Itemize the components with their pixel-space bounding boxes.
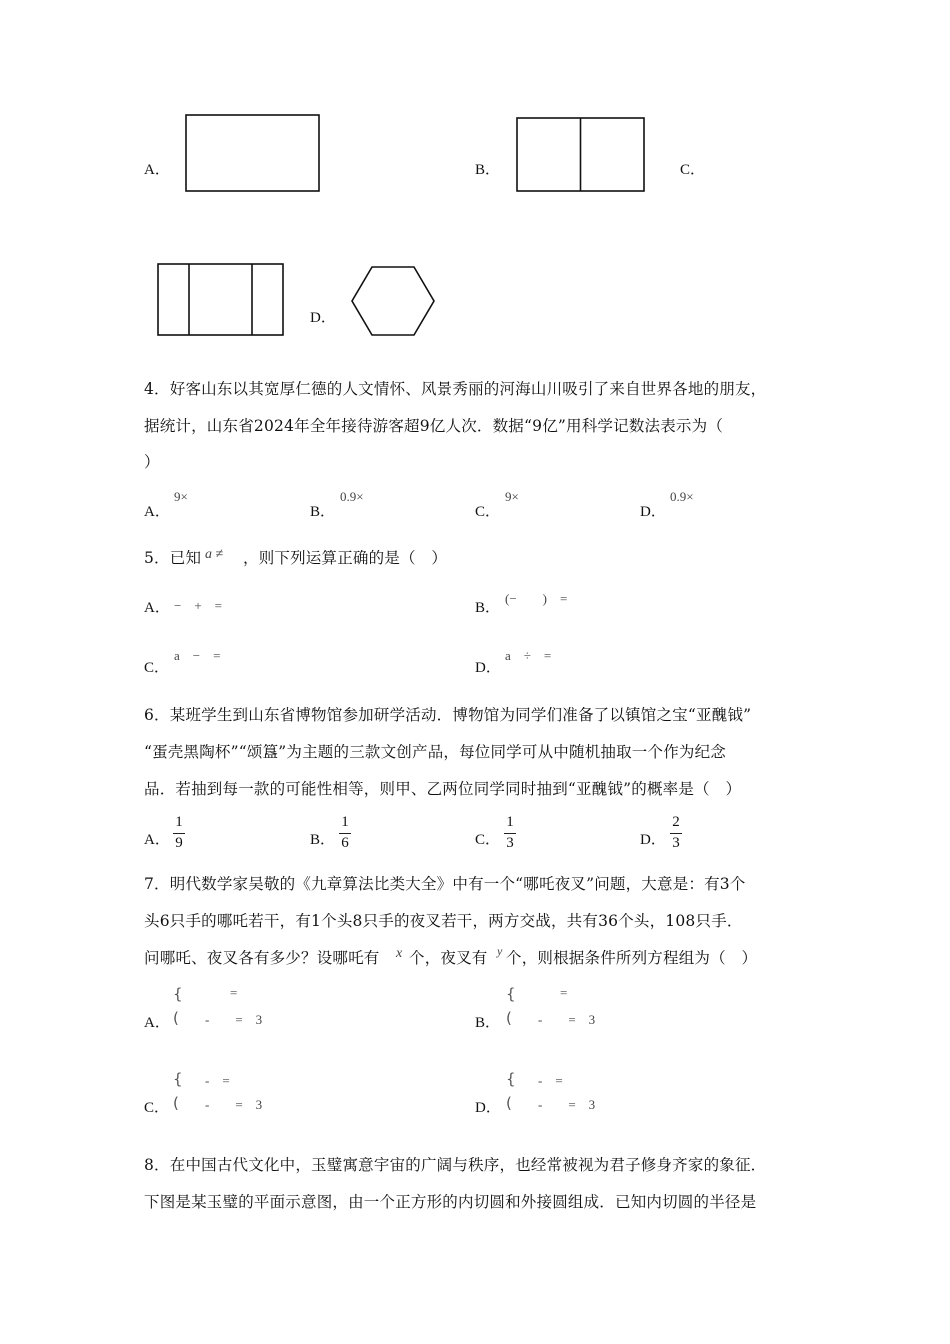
brace-icon: { — [173, 1070, 183, 1088]
q6-option-a-label[interactable]: A． — [144, 832, 170, 848]
q3-option-d-figure[interactable] — [350, 265, 436, 337]
q6-option-b-label[interactable]: B． — [310, 832, 336, 848]
q6-stem-line2: “蛋壳黑陶杯”“颂簋”为主题的三款文创产品，每位同学可从中随机抽取一个作为纪念 — [144, 743, 726, 761]
q7-option-d-label[interactable]: D． — [475, 1100, 501, 1116]
q7-option-d-row2: - = 3 — [538, 1097, 596, 1112]
q7-stem-line3-b: 个，夜叉有 — [409, 949, 488, 967]
brace-icon: { — [506, 985, 516, 1003]
q5-option-b-math: (− ) = — [505, 591, 568, 606]
q3-option-b-figure[interactable] — [516, 117, 647, 193]
q7-option-a-row1: = — [230, 985, 238, 1000]
q5-option-a-math: − + = — [174, 598, 222, 613]
q5-option-c-math: a − = — [174, 648, 221, 663]
q5-option-d-math: a ÷ = — [505, 648, 552, 663]
numerator: 1 — [341, 814, 349, 830]
q5-option-b-label[interactable]: B． — [475, 600, 501, 616]
numerator: 1 — [175, 814, 183, 830]
q4-option-c-value: 9× — [505, 489, 519, 504]
q7-stem-line3-a: 问哪吒、夜叉各有多少？设哪吒有 — [144, 949, 380, 967]
q3-option-a-label[interactable]: A． — [144, 162, 170, 178]
q7-stem-line2: 头6只手的哪吒若干，有1个头8只手的夜叉若干，两方交战，共有36个头，108只手． — [144, 912, 743, 930]
q3-option-c-figure[interactable] — [157, 263, 285, 338]
q5-option-c-label[interactable]: C． — [144, 660, 170, 676]
denominator: 9 — [175, 835, 183, 851]
brace-icon: { — [173, 985, 183, 1003]
q6-option-c-label[interactable]: C． — [475, 832, 501, 848]
denominator: 6 — [341, 835, 349, 851]
q3-option-d-label[interactable]: D． — [310, 310, 336, 326]
q7-option-b-label[interactable]: B． — [475, 1015, 501, 1031]
q7-option-c-row1: - = — [205, 1073, 230, 1088]
q7-var-x: x — [396, 946, 403, 961]
q6-option-d-fraction — [669, 814, 683, 853]
q7-var-y: y — [497, 944, 503, 958]
q4-option-b-value: 0.9× — [340, 489, 364, 504]
q6-option-d-label[interactable]: D． — [640, 832, 666, 848]
numerator: 1 — [506, 814, 514, 830]
q7-stem-line1: 7．明代数学家吴敬的《九章算法比类大全》中有一个“哪吒夜叉”问题，大意是：有3个 — [144, 875, 746, 893]
brace-icon: ( — [173, 1094, 179, 1112]
q7-option-a-row2: - = 3 — [205, 1012, 263, 1027]
denominator: 3 — [672, 835, 680, 851]
q7-option-c-row2: - = 3 — [205, 1097, 263, 1112]
q3-option-c-label[interactable]: C． — [680, 162, 706, 178]
q7-option-c-label[interactable]: C． — [144, 1100, 170, 1116]
q4-option-d-value: 0.9× — [670, 489, 694, 504]
q5-option-d-label[interactable]: D． — [475, 660, 501, 676]
q3-option-b-label[interactable]: B． — [475, 162, 501, 178]
q4-option-b-label[interactable]: B． — [310, 504, 336, 520]
numerator: 2 — [672, 814, 680, 830]
q6-option-c-fraction — [503, 814, 517, 853]
q7-option-d-row1: - = — [538, 1073, 563, 1088]
q8-stem-line2: 下图是某玉璧的平面示意图，由一个正方形的内切圆和外接圆组成．已知内切圆的半径是 — [144, 1193, 757, 1211]
q6-option-a-fraction — [172, 814, 186, 853]
q4-stem-line2: 据统计，山东省2024年全年接待游客超9亿人次．数据“9亿”用科学记数法表示为（ — [144, 417, 724, 435]
q4-option-a-value: 9× — [174, 489, 188, 504]
q5-stem-prefix: 5．已知 — [144, 549, 202, 567]
brace-icon: ( — [173, 1009, 179, 1027]
q7-option-b-row2: - = 3 — [538, 1012, 596, 1027]
brace-icon: { — [506, 1070, 516, 1088]
brace-icon: ( — [506, 1094, 512, 1112]
q7-option-a-label[interactable]: A． — [144, 1015, 170, 1031]
q6-stem-line1: 6．某班学生到山东省博物馆参加研学活动．博物馆为同学们准备了以镇馆之宝“亚醜钺” — [144, 706, 752, 724]
q5-stem-suffix: ，则下列运算正确的是（ ） — [243, 549, 448, 567]
q6-option-b-fraction — [338, 814, 352, 853]
q5-option-a-label[interactable]: A． — [144, 600, 170, 616]
q3-option-a-figure[interactable] — [185, 114, 321, 194]
q5-stem-math: a ≠ — [205, 547, 224, 562]
q4-option-a-label[interactable]: A． — [144, 504, 170, 520]
denominator: 3 — [506, 835, 514, 851]
q4-option-c-label[interactable]: C． — [475, 504, 501, 520]
q8-stem-line1: 8．在中国古代文化中，玉璧寓意宇宙的广阔与秩序，也经常被视为君子修身齐家的象征． — [144, 1156, 767, 1174]
q4-stem-line1: 4．好客山东以其宽厚仁德的人文情怀、风景秀丽的河海山川吸引了来自世界各地的朋友， — [144, 380, 767, 398]
q4-option-d-label[interactable]: D． — [640, 504, 666, 520]
q7-option-b-row1: = — [560, 985, 568, 1000]
brace-icon: ( — [506, 1009, 512, 1027]
q7-stem-line3-c: 个，则根据条件所列方程组为（ ） — [506, 949, 758, 967]
q6-stem-line3: 品．若抽到每一款的可能性相等，则甲、乙两位同学同时抽到“亚醜钺”的概率是（ ） — [144, 780, 742, 798]
q4-stem-line3: ） — [144, 453, 160, 471]
